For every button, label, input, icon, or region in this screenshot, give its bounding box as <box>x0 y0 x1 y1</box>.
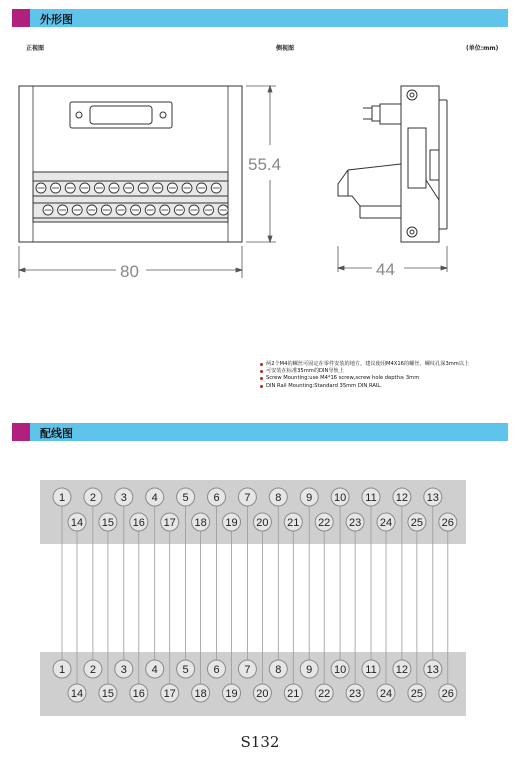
pin-bottom-lower-label: 26 <box>441 688 454 700</box>
pin-bottom-lower-label: 25 <box>410 688 424 700</box>
pin-bottom-lower-label: 15 <box>101 688 115 700</box>
unit-label: (单位:mm) <box>466 45 499 52</box>
pin-top-upper-label: 5 <box>182 492 189 504</box>
pin-bottom-upper-label: 4 <box>151 664 158 676</box>
pin-top-upper-label: 13 <box>426 492 439 504</box>
pin-bottom-lower-label: 20 <box>256 688 269 700</box>
pin-top-upper-label: 2 <box>89 492 96 504</box>
pin-bottom-upper-label: 11 <box>365 664 377 676</box>
pin-bottom-upper-label: 10 <box>333 664 347 676</box>
pin-bottom-upper-label: 8 <box>275 664 282 676</box>
pin-bottom-upper-label: 5 <box>182 664 189 676</box>
section-header-wiring <box>12 423 508 441</box>
pin-top-upper-label: 12 <box>395 492 409 504</box>
pin-bottom-lower-label: 22 <box>318 688 331 700</box>
pin-bottom-lower-label: 23 <box>348 688 362 700</box>
pin-bottom-upper-label: 1 <box>58 664 66 676</box>
section-marker <box>12 423 30 441</box>
pin-top-upper-label: 1 <box>58 492 66 504</box>
pin-bottom-upper-label: 13 <box>426 664 439 676</box>
pin-top-lower-label: 15 <box>101 517 115 529</box>
pin-bottom-lower-label: 21 <box>287 688 300 700</box>
depth-dimension-value: 44 <box>376 260 395 279</box>
model-number: S132 <box>240 733 280 751</box>
pin-top-lower-label: 24 <box>379 517 393 529</box>
pin-bottom-lower-label: 18 <box>194 688 207 700</box>
pin-bottom-lower-label: 17 <box>163 688 176 700</box>
pin-bottom-upper-label: 2 <box>89 664 96 676</box>
pin-bottom-lower-label: 14 <box>70 688 84 700</box>
pin-top-lower-label: 25 <box>410 517 424 529</box>
pin-top-lower-label: 17 <box>163 517 176 529</box>
side-view-outline <box>401 86 439 242</box>
pin-top-lower-label: 14 <box>70 517 84 529</box>
section-title: 配线图 <box>40 427 73 440</box>
pin-bottom-upper-label: 3 <box>120 664 127 676</box>
pin-top-upper-label: 4 <box>151 492 158 504</box>
pin-bottom-lower-label: 16 <box>132 688 145 700</box>
pin-top-upper-label: 11 <box>365 492 377 504</box>
front-view-label: 正视图 <box>26 45 45 52</box>
pin-bottom-upper-label: 6 <box>213 664 220 676</box>
note-line: DIN Rail Mounting:Standard 35mm DIN RAIL. <box>260 383 469 390</box>
pin-top-lower-label: 21 <box>287 517 300 529</box>
pin-top-upper-label: 9 <box>306 492 313 504</box>
pin-top-lower-label: 20 <box>256 517 269 529</box>
note-line: 可安装在标准35mm的DIN导轨上 <box>260 368 469 375</box>
pin-top-upper-label: 8 <box>275 492 282 504</box>
pin-bottom-lower-label: 24 <box>379 688 393 700</box>
pin-top-upper-label: 10 <box>333 492 347 504</box>
section-title: 外形图 <box>40 13 73 26</box>
pin-top-upper-label: 7 <box>244 492 251 504</box>
pin-top-upper-label: 6 <box>213 492 220 504</box>
pin-bottom-upper-label: 7 <box>244 664 251 676</box>
note-line: 两2个M4的螺丝可固定在零件安装的地方。建议使用M4X16的螺丝，螺纹孔深3mm以上 <box>260 361 469 368</box>
pin-top-lower-label: 26 <box>441 517 454 529</box>
pin-top-upper-label: 3 <box>120 492 127 504</box>
mounting-notes <box>260 361 469 390</box>
pin-top-lower-label: 22 <box>318 517 331 529</box>
front-view <box>19 86 242 242</box>
pin-top-lower-label: 16 <box>132 517 145 529</box>
side-view <box>338 86 447 242</box>
side-view-label: 侧视图 <box>276 45 295 52</box>
width-dimension-value: 80 <box>120 262 139 281</box>
note-line: Screw Mounting:use M4*16 screw,screw hole depth≥ 3mm <box>260 375 469 382</box>
height-dimension-value: 55.4 <box>248 155 282 174</box>
pin-top-lower-label: 18 <box>194 517 207 529</box>
pin-top-lower-label: 19 <box>225 517 238 529</box>
pin-bottom-lower-label: 19 <box>225 688 238 700</box>
pin-top-lower-label: 23 <box>348 517 362 529</box>
pin-bottom-upper-label: 12 <box>395 664 409 676</box>
pin-bottom-upper-label: 9 <box>306 664 313 676</box>
